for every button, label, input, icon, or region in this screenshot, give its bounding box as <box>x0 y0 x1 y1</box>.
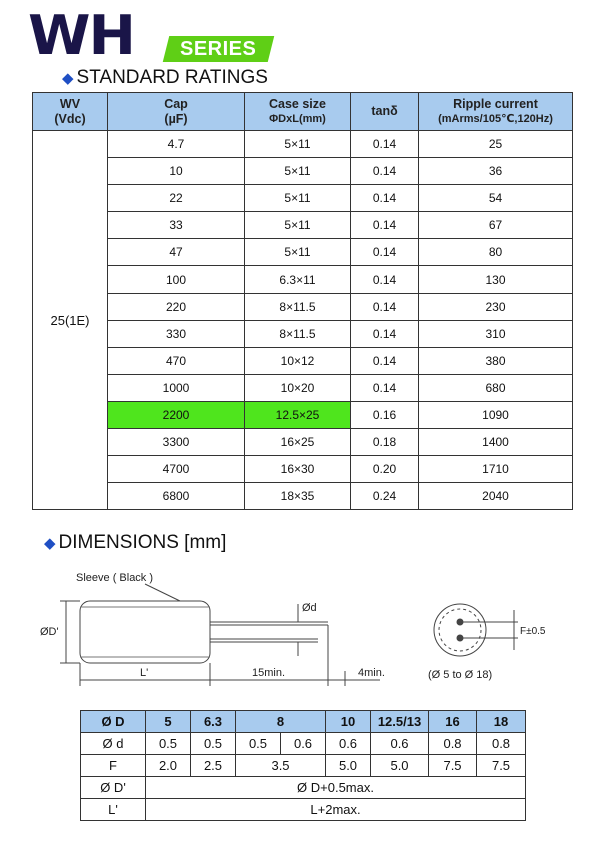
ratings-cell-ripple: 2040 <box>419 483 573 510</box>
ratings-cell-tan: 0.14 <box>351 293 419 320</box>
dims-cell: 0.5 <box>191 733 236 755</box>
dims-row-f <box>81 755 526 777</box>
ratings-cell-tan: 0.18 <box>351 429 419 456</box>
dims-label-od: Ø D <box>81 711 146 733</box>
dims-cell: 5 <box>146 711 191 733</box>
ratings-row <box>33 483 573 510</box>
dims-label-f: F <box>81 755 146 777</box>
ratings-row <box>33 347 573 374</box>
dimensions-section-title: ◆ DIMENSIONS [mm] <box>44 532 227 553</box>
dims-cell: 7.5 <box>477 755 526 777</box>
ratings-row <box>33 185 573 212</box>
dims-cell: 5.0 <box>371 755 429 777</box>
dims-cell: 5.0 <box>326 755 371 777</box>
ratings-cell-ripple: 1090 <box>419 401 573 428</box>
header-cap: Cap (µF) <box>108 93 245 131</box>
lead-4min-label: 4min. <box>358 667 385 679</box>
ratings-cell-tan: 0.14 <box>351 239 419 266</box>
ratings-section-title: ◆ STANDARD RATINGS <box>62 67 268 88</box>
od-lead-label: Ød <box>302 602 317 614</box>
dims-cell: 2.0 <box>146 755 191 777</box>
capacitor-body <box>80 601 210 663</box>
ratings-row <box>33 212 573 239</box>
ratings-cell-cap: 330 <box>108 320 245 347</box>
ratings-cell-case: 10×20 <box>245 374 351 401</box>
ratings-cell-tan: 0.14 <box>351 185 419 212</box>
dimension-drawing <box>40 566 560 696</box>
dims-cell: 3.5 <box>236 755 326 777</box>
dims-cell: 6.3 <box>191 711 236 733</box>
ratings-cell-case: 5×11 <box>245 158 351 185</box>
f-label: F±0.5 <box>520 626 546 637</box>
dims-cell: 7.5 <box>429 755 477 777</box>
ratings-cell-tan: 0.14 <box>351 158 419 185</box>
ratings-cell-ripple: 67 <box>419 212 573 239</box>
ratings-cell-ripple: 310 <box>419 320 573 347</box>
ratings-cell-ripple: 380 <box>419 347 573 374</box>
dims-row-od-prime <box>81 777 526 799</box>
diamond-bullet-icon: ◆ <box>44 535 56 552</box>
sleeve-leader <box>145 584 180 601</box>
diamond-bullet-icon: ◆ <box>62 70 74 87</box>
ratings-row <box>33 239 573 266</box>
dims-row-d <box>81 733 526 755</box>
ratings-cell-cap: 10 <box>108 158 245 185</box>
ratings-row <box>33 266 573 293</box>
ratings-cell-case: 16×30 <box>245 456 351 483</box>
ratings-cell-case: 6.3×11 <box>245 266 351 293</box>
ratings-row <box>33 401 573 428</box>
header-tan: tanδ <box>351 93 419 131</box>
ratings-cell-cap: 33 <box>108 212 245 239</box>
dims-cell: 0.8 <box>429 733 477 755</box>
ratings-cell-cap: 1000 <box>108 374 245 401</box>
ratings-cell-ripple: 230 <box>419 293 573 320</box>
ratings-cell-case: 5×11 <box>245 212 351 239</box>
ratings-cell-cap: 100 <box>108 266 245 293</box>
dims-cell: 12.5/13 <box>371 711 429 733</box>
ratings-cell-ripple: 1400 <box>419 429 573 456</box>
dims-cell: 16 <box>429 711 477 733</box>
ratings-cell-case: 8×11.5 <box>245 320 351 347</box>
dims-cell: Ø D+0.5max. <box>146 777 526 799</box>
l-prime-label: L' <box>140 667 149 679</box>
header-ripple: Ripple current (mArms/105℃,120Hz) <box>419 93 573 131</box>
end-view-circle <box>434 604 486 656</box>
ratings-cell-cap: 4700 <box>108 456 245 483</box>
ratings-cell-tan: 0.14 <box>351 374 419 401</box>
dimensions-table <box>80 710 526 821</box>
ratings-cell-ripple: 1710 <box>419 456 573 483</box>
dims-label-od-prime: Ø D' <box>81 777 146 799</box>
ratings-cell-tan: 0.14 <box>351 212 419 239</box>
dims-cell: 0.5 <box>236 733 281 755</box>
dims-cell: 10 <box>326 711 371 733</box>
ratings-cell-case: 10×12 <box>245 347 351 374</box>
size-range-label: (Ø 5 to Ø 18) <box>428 669 493 681</box>
ratings-cell-case: 12.5×25 <box>245 401 351 428</box>
dims-cell: 18 <box>477 711 526 733</box>
ratings-row <box>33 293 573 320</box>
ratings-cell-cap: 220 <box>108 293 245 320</box>
dims-cell: 0.8 <box>477 733 526 755</box>
wv-cell: 25(1E) <box>33 131 108 510</box>
header-wv: WV (Vdc) <box>33 93 108 131</box>
ratings-cell-case: 8×11.5 <box>245 293 351 320</box>
series-badge: SERIES <box>163 36 274 62</box>
sleeve-label: Sleeve ( Black ) <box>76 572 154 584</box>
ratings-row <box>33 131 573 158</box>
header-case-size: Case size ΦDxL(mm) <box>245 93 351 131</box>
ratings-cell-tan: 0.14 <box>351 320 419 347</box>
ratings-row <box>33 320 573 347</box>
ratings-cell-case: 16×25 <box>245 429 351 456</box>
brand-title: WH <box>28 4 134 67</box>
dims-row-od <box>81 711 526 733</box>
ratings-cell-cap: 3300 <box>108 429 245 456</box>
ratings-cell-ripple: 680 <box>419 374 573 401</box>
ratings-cell-cap: 4.7 <box>108 131 245 158</box>
dims-cell: 0.6 <box>326 733 371 755</box>
ratings-cell-case: 18×35 <box>245 483 351 510</box>
dims-cell: 0.6 <box>281 733 326 755</box>
ratings-cell-cap: 47 <box>108 239 245 266</box>
series-header <box>28 6 588 66</box>
od-prime-label: ØD' <box>40 626 59 638</box>
ratings-row <box>33 429 573 456</box>
ratings-cell-tan: 0.24 <box>351 483 419 510</box>
ratings-cell-tan: 0.16 <box>351 401 419 428</box>
ratings-cell-cap: 2200 <box>108 401 245 428</box>
ratings-cell-tan: 0.14 <box>351 266 419 293</box>
ratings-row <box>33 158 573 185</box>
ratings-cell-cap: 22 <box>108 185 245 212</box>
ratings-cell-ripple: 130 <box>419 266 573 293</box>
dims-cell: 2.5 <box>191 755 236 777</box>
ratings-cell-ripple: 80 <box>419 239 573 266</box>
ratings-cell-case: 5×11 <box>245 131 351 158</box>
ratings-cell-tan: 0.14 <box>351 347 419 374</box>
ratings-cell-ripple: 36 <box>419 158 573 185</box>
dims-label-d: Ø d <box>81 733 146 755</box>
dims-label-l-prime: L' <box>81 799 146 821</box>
ratings-cell-tan: 0.20 <box>351 456 419 483</box>
ratings-cell-cap: 470 <box>108 347 245 374</box>
ratings-cell-ripple: 25 <box>419 131 573 158</box>
ratings-cell-tan: 0.14 <box>351 131 419 158</box>
ratings-row <box>33 374 573 401</box>
ratings-row <box>33 456 573 483</box>
ratings-cell-case: 5×11 <box>245 239 351 266</box>
ratings-cell-cap: 6800 <box>108 483 245 510</box>
dims-cell: 0.5 <box>146 733 191 755</box>
ratings-table <box>32 92 573 510</box>
dims-cell: 8 <box>236 711 326 733</box>
lead-15min-label: 15min. <box>252 667 286 679</box>
ratings-cell-case: 5×11 <box>245 185 351 212</box>
ratings-cell-ripple: 54 <box>419 185 573 212</box>
dims-cell: L+2max. <box>146 799 526 821</box>
dims-row-l-prime <box>81 799 526 821</box>
ratings-header-row <box>33 93 573 131</box>
dims-cell: 0.6 <box>371 733 429 755</box>
